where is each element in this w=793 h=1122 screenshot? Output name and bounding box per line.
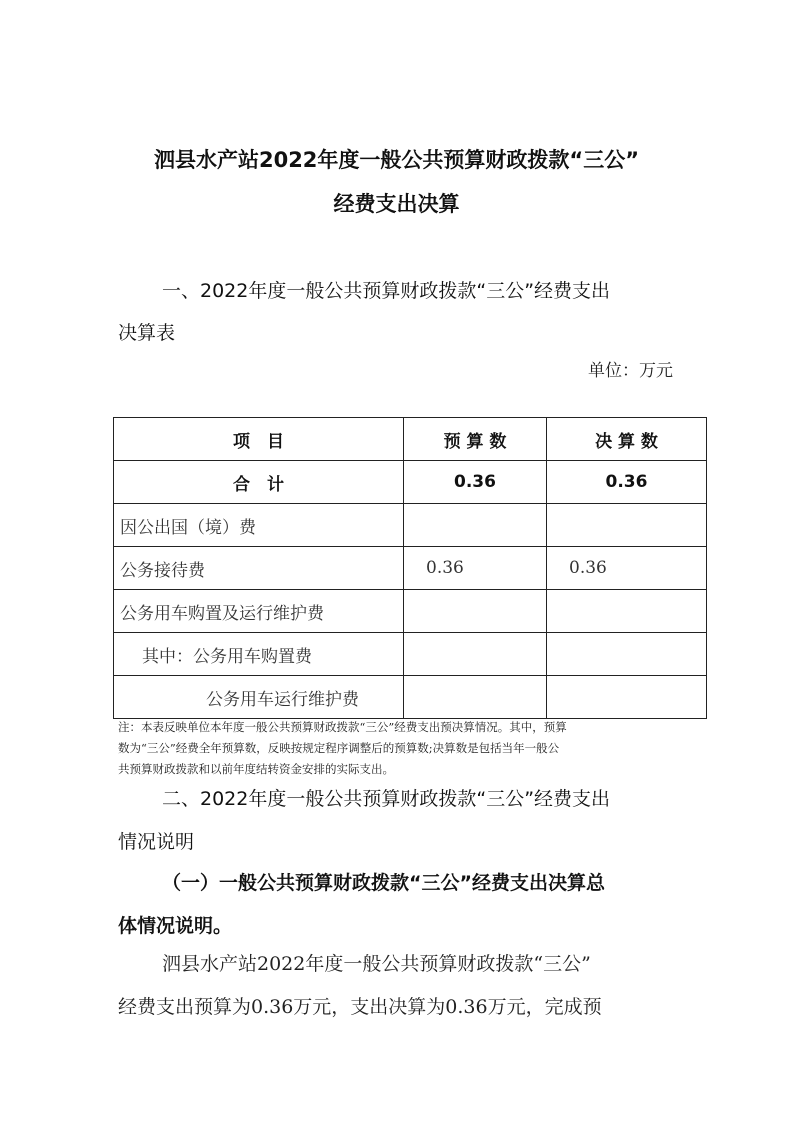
- section2-heading-line1: 二、2022年度一般公共预算财政拨款“三公”经费支出: [162, 788, 611, 810]
- total-label: 合 计: [114, 461, 404, 504]
- row-budget: [404, 504, 547, 547]
- row-label: 公务接待费: [114, 547, 404, 590]
- sub-heading-line2: 体情况说明。: [118, 915, 233, 937]
- table-total-row: [114, 461, 707, 504]
- row-label: 因公出国（境）费: [114, 504, 404, 547]
- row-actual: [547, 633, 707, 676]
- table-row: [114, 504, 707, 547]
- table-header-row: [114, 418, 707, 461]
- section1-heading-line1: 一、2022年度一般公共预算财政拨款“三公”经费支出: [162, 280, 611, 302]
- row-budget: [404, 676, 547, 719]
- header-actual: 决 算 数: [547, 418, 707, 461]
- note-line: 共预算财政拨款和以前年度结转资金安排的实际支出。: [118, 762, 394, 776]
- section1-heading-line2: 决算表: [118, 322, 176, 344]
- document-title-line2: 经费支出决算: [333, 192, 460, 216]
- table-row: [114, 590, 707, 633]
- paragraph-line1: 泗县水产站2022年度一般公共预算财政拨款“三公”: [162, 953, 591, 975]
- row-label: 公务用车运行维护费: [114, 676, 404, 719]
- header-budget: 预 算 数: [404, 418, 547, 461]
- note-line: 数为“三公”经费全年预算数，反映按规定程序调整后的预算数;决算数是包括当年一般公: [118, 741, 560, 755]
- unit-label: 单位：万元: [588, 361, 673, 381]
- row-actual: 0.36: [547, 547, 707, 590]
- table-row: [114, 547, 707, 590]
- row-label: 其中：公务用车购置费: [114, 633, 404, 676]
- total-actual: 0.36: [547, 461, 707, 504]
- paragraph-line2: 经费支出预算为0.36万元，支出决算为0.36万元，完成预: [118, 996, 602, 1018]
- row-budget: 0.36: [404, 547, 547, 590]
- row-actual: [547, 504, 707, 547]
- section2-heading-line2: 情况说明: [118, 831, 195, 853]
- document-title-line1: 泗县水产站2022年度一般公共预算财政拨款“三公”: [153, 148, 640, 172]
- sub-heading-line1: （一）一般公共预算财政拨款“三公”经费支出决算总: [162, 872, 605, 894]
- table-row: [114, 676, 707, 719]
- table-row: [114, 633, 707, 676]
- row-actual: [547, 676, 707, 719]
- row-label: 公务用车购置及运行维护费: [114, 590, 404, 633]
- row-budget: [404, 590, 547, 633]
- note-line: 注：本表反映单位本年度一般公共预算财政拨款“三公”经费支出预决算情况。其中，预算: [118, 720, 567, 734]
- row-budget: [404, 633, 547, 676]
- header-item: 项 目: [114, 418, 404, 461]
- table-note: [118, 717, 680, 780]
- three-public-expense-table: [113, 417, 707, 719]
- total-budget: 0.36: [404, 461, 547, 504]
- row-actual: [547, 590, 707, 633]
